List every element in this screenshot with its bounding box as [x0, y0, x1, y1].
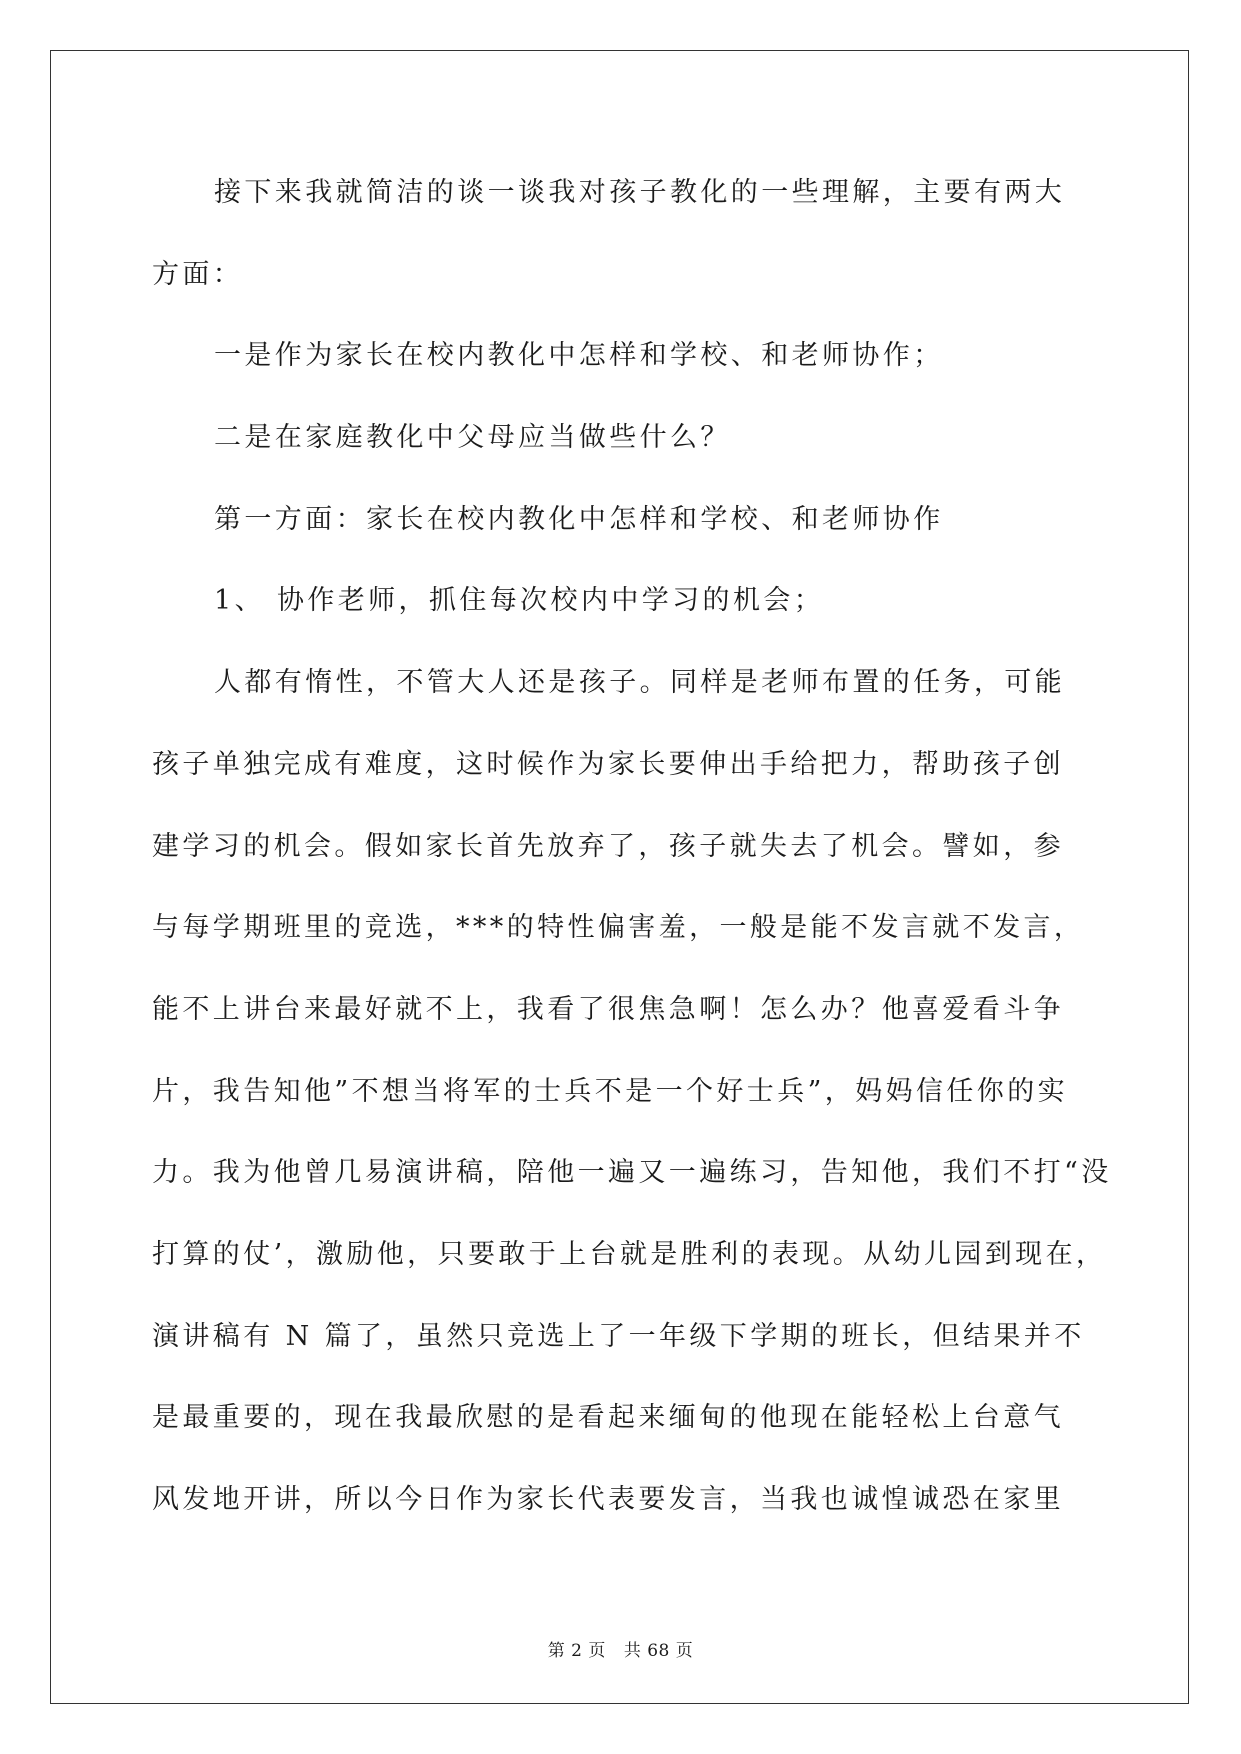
- document-body: [152, 165, 1112, 1554]
- paragraph-line: 方面：: [152, 258, 244, 290]
- paragraph-line: 力。我为他曾几易演讲稿，陪他一遍又一遍练习，告知他，我们不打“没: [152, 1157, 1112, 1189]
- paragraph-line: 风发地开讲，所以今日作为家长代表要发言，当我也诚惶诚恐在家里: [152, 1484, 1064, 1515]
- page-number: 第 2 页: [547, 1641, 606, 1661]
- paragraph-line: 建学习的机会。假如家长首先放弃了，孩子就失去了机会。譬如，参: [152, 830, 1064, 862]
- paragraph-line: 片，我告知他”不想当将军的士兵不是一个好士兵”，妈妈信任你的实: [152, 1075, 1069, 1107]
- paragraph-line: 打算的仗’，激励他，只要敢于上台就是胜利的表现。从幼儿园到现在，: [152, 1238, 1107, 1270]
- paragraph-line: 与每学期班里的竞选，***的特性偏害羞，一般是能不发言就不发言，: [152, 912, 1085, 944]
- page-footer: [0, 1636, 1241, 1661]
- paragraph-line: 人都有惰性，不管大人还是孩子。同样是老师布置的任务，可能: [214, 667, 1066, 699]
- page-total: 共 68 页: [623, 1641, 694, 1661]
- paragraph-line: 二是在家庭教化中父母应当做些什么？: [214, 422, 731, 454]
- paragraph-line: 接下来我就简洁的谈一谈我对孩子教化的一些理解，主要有两大: [214, 177, 1066, 208]
- section-heading: 第一方面：家长在校内教化中怎样和学校、和老师协作: [214, 503, 944, 535]
- paragraph-line: 孩子单独完成有难度，这时候作为家长要伸出手给把力，帮助孩子创: [152, 748, 1064, 780]
- paragraph-line: 能不上讲台来最好就不上，我看了很焦急啊！怎么办？他喜爱看斗争: [152, 993, 1064, 1025]
- paragraph-line: 演讲稿有 N 篇了，虽然只竞选上了一年级下学期的班长，但结果并不: [152, 1320, 1085, 1352]
- paragraph-line: 一是作为家长在校内教化中怎样和学校、和老师协作；: [214, 340, 944, 372]
- paragraph-line: 是最重要的，现在我最欣慰的是看起来缅甸的他现在能轻松上台意气: [152, 1402, 1064, 1434]
- list-item: 1、 协作老师，抓住每次校内中学习的机会；: [214, 585, 825, 617]
